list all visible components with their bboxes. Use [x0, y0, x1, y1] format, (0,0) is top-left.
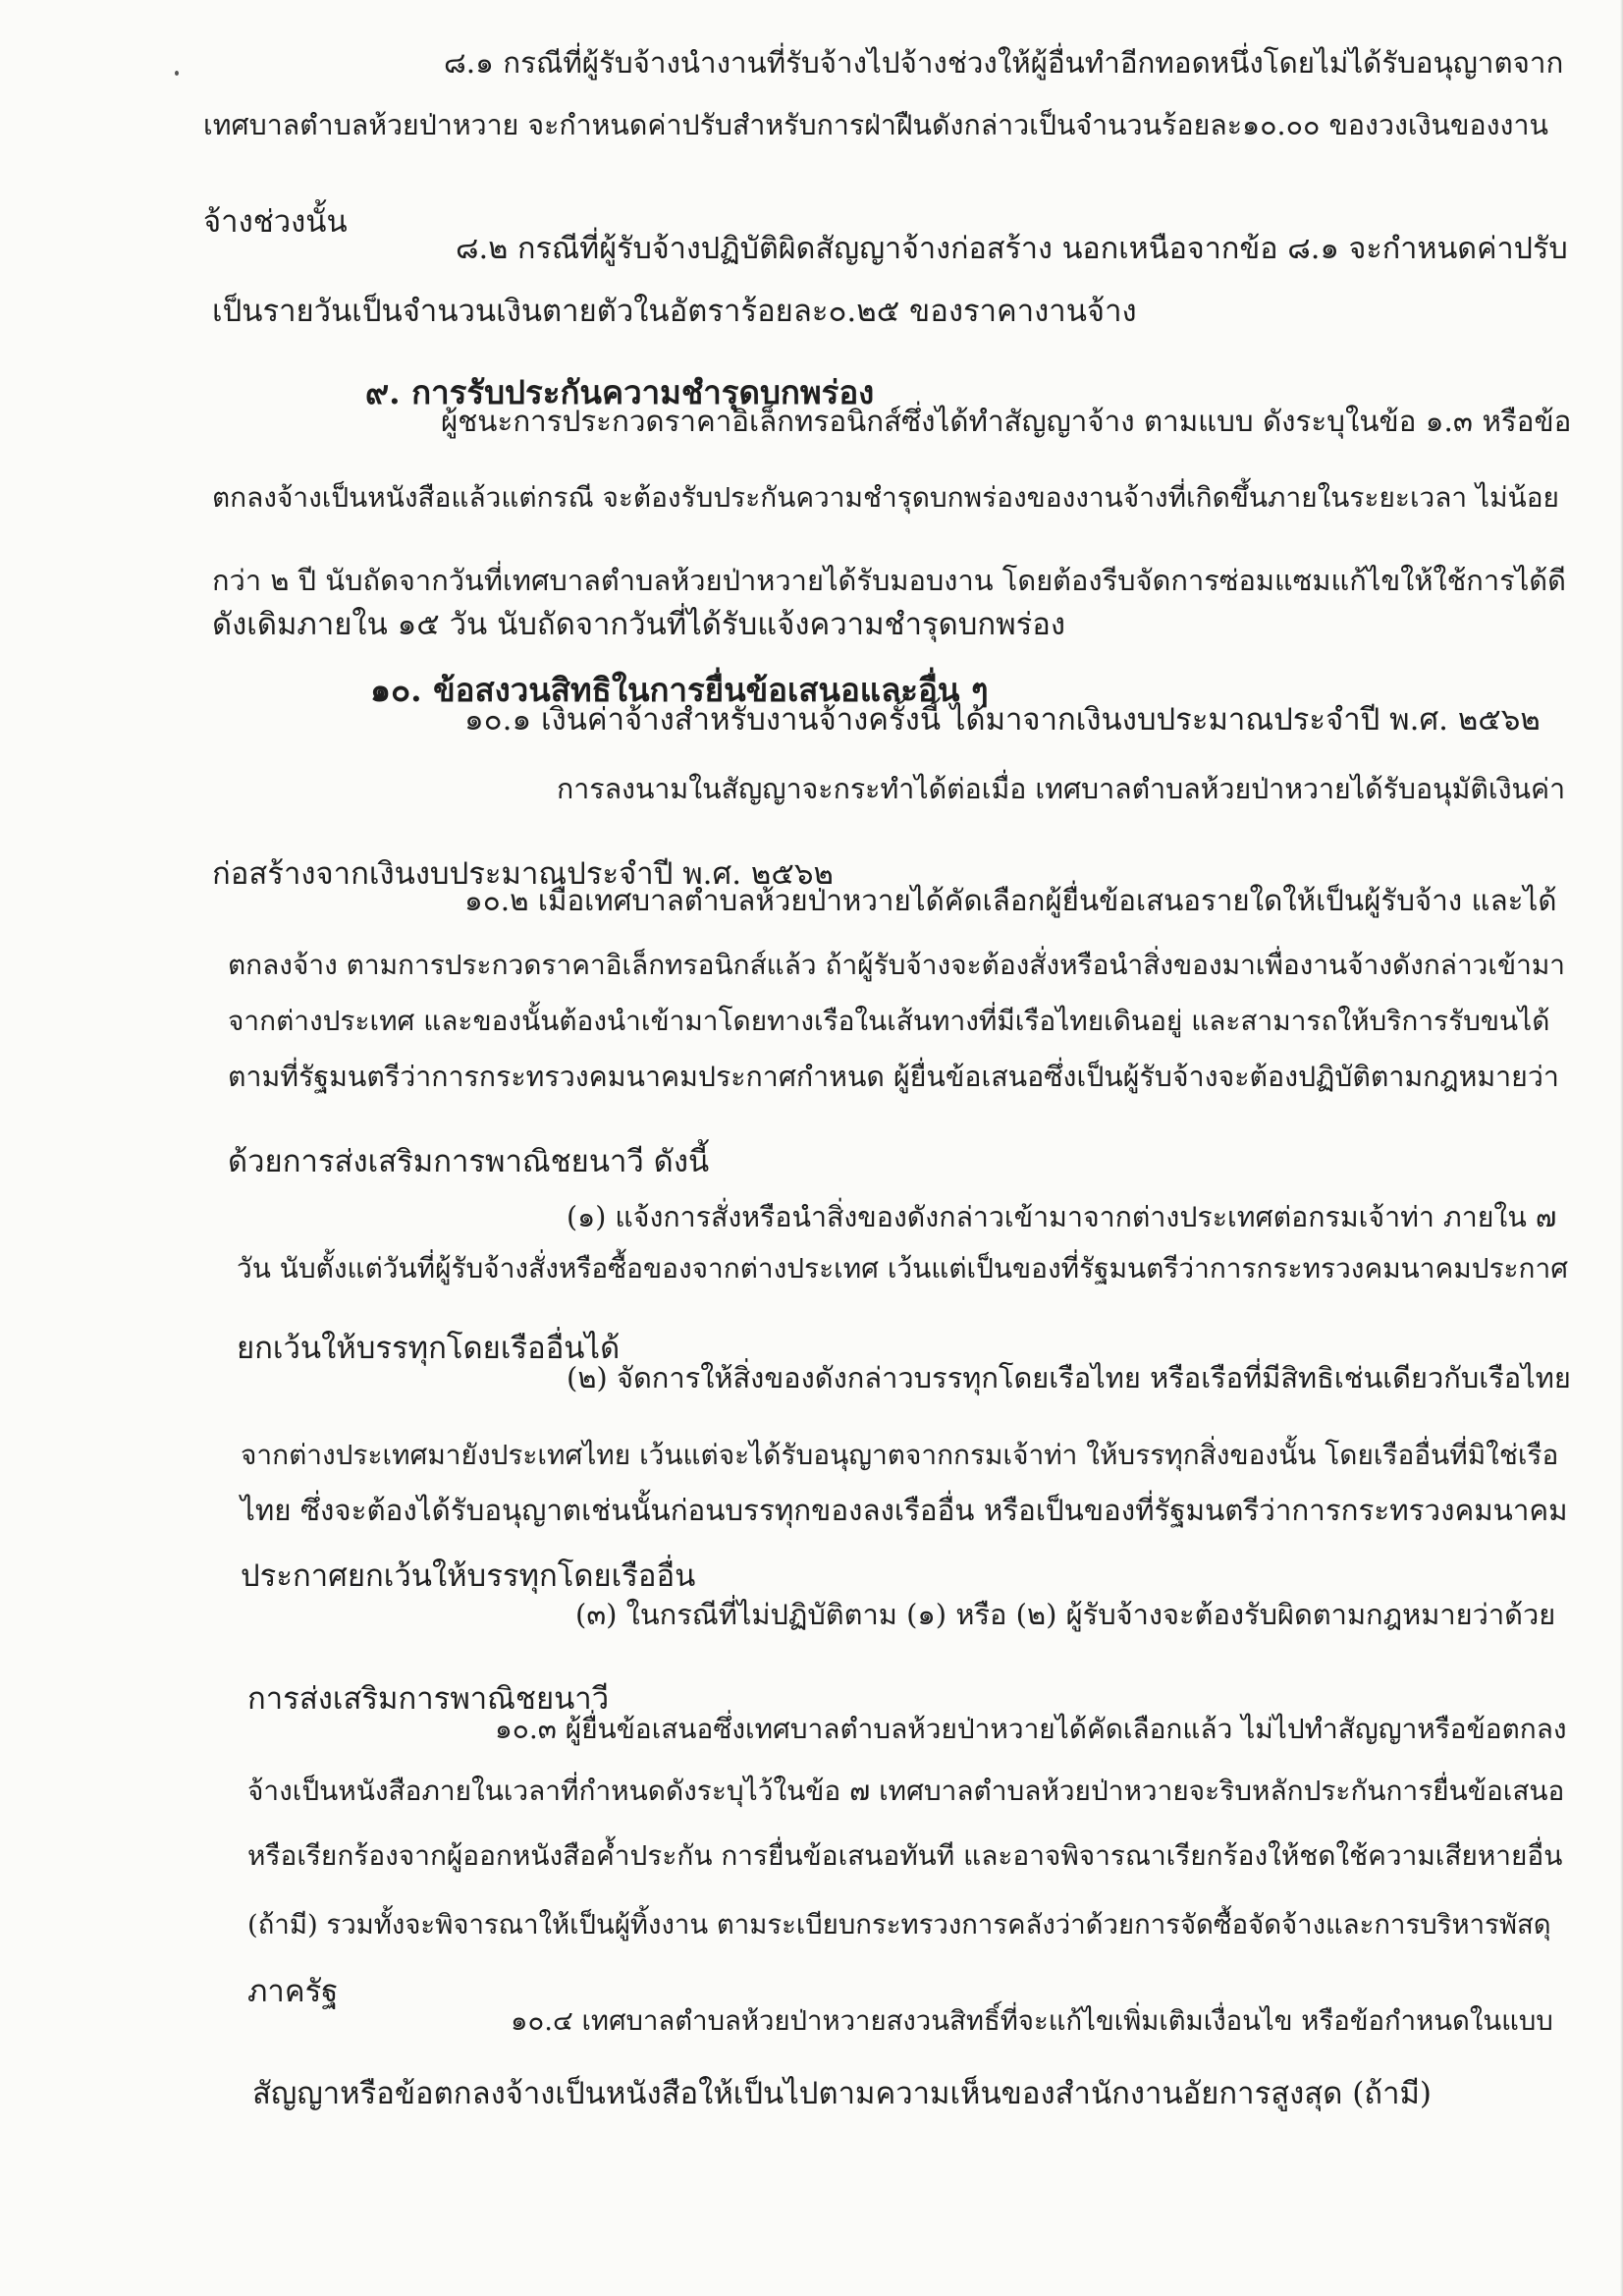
text-line: ๑๐.๑ เงินค่าจ้างสำหรับงานจ้างครั้งนี้ ได้มาจากเงินงบประมาณประจำปี พ.ศ. ๒๕๖๒	[464, 702, 1541, 738]
text-line: (๑) แจ้งการสั่งหรือนำสิ่งของดังกล่าวเข้ามาจากต่างประเทศต่อกรมเจ้าท่า ภายใน ๗	[567, 1201, 1557, 1233]
text-line: (ถ้ามี) รวมทั้งจะพิจารณาให้เป็นผู้ทิ้งงาน ตามระเบียบกระทรวงการคลังว่าด้วยการจัดซื้อจัดจ้างและการบริหารพัสดุ	[247, 1909, 1551, 1941]
text-line: หรือเรียกร้องจากผู้ออกหนังสือค้ำประกัน การยื่นข้อเสนอทันที และอาจพิจารณาเรียกร้องให้ชดใช้ความเสียหายอื่น	[247, 1839, 1563, 1872]
text-line: วัน นับตั้งแต่วันที่ผู้รับจ้างสั่งหรือซื้อของจากต่างประเทศ เว้นแต่เป็นของที่รัฐมนตรีว่าการกระทรวงคมนาคมประกาศ	[237, 1252, 1569, 1285]
text-line: ดังเดิมภายใน ๑๕ วัน นับถัดจากวันที่ได้รับแจ้งความชำรุดบกพร่อง	[212, 607, 1066, 642]
text-line: เทศบาลตำบลห้วยป่าหวาย จะกำหนดค่าปรับสำหรับการฝ่าฝืนดังกล่าวเป็นจำนวนร้อยละ๑๐.๐๐ ของวงเงินของงาน	[203, 109, 1548, 141]
text-line: (๓) ในกรณีที่ไม่ปฏิบัติตาม (๑) หรือ (๒) ผู้รับจ้างจะต้องรับผิดตามกฎหมายว่าด้วย	[575, 1598, 1556, 1631]
text-line: จ้างช่วงนั้น	[203, 204, 348, 240]
scan-speck	[175, 71, 179, 76]
text-line: เป็นรายวันเป็นจำนวนเงินตายตัวในอัตราร้อยละ๐.๒๕ ของราคางานจ้าง	[212, 294, 1137, 329]
section-heading: ๑๐. ข้อสงวนสิทธิในการยื่นข้อเสนอและอื่น ๆ	[370, 671, 989, 709]
text-line: จ้างเป็นหนังสือภายในเวลาที่กำหนดดังระบุไว้ในข้อ ๗ เทศบาลตำบลห้วยป่าหวายจะริบหลักประกันการยื่นข้อเสนอ	[247, 1775, 1565, 1807]
text-line: การลงนามในสัญญาจะกระทำได้ต่อเมื่อ เทศบาลตำบลห้วยป่าหวายได้รับอนุมัติเงินค่า	[557, 773, 1566, 805]
text-line: ด้วยการส่งเสริมการพาณิชยนาวี ดังนี้	[228, 1144, 710, 1179]
text-line: จากต่างประเทศ และของนั้นต้องนำเข้ามาโดยทางเรือในเส้นทางที่มีเรือไทยเดินอยู่ และสามารถให้บริการรับขนได้	[228, 1005, 1550, 1037]
section-heading: ๙. การรับประกันความชำรุดบกพร่อง	[365, 373, 875, 411]
text-line: ภาครัฐ	[247, 1974, 339, 2009]
text-line: ๑๐.๒ เมื่อเทศบาลตำบลห้วยป่าหวายได้คัดเลือกผู้ยื่นข้อเสนอรายใดให้เป็นผู้รับจ้าง และได้	[464, 884, 1557, 917]
text-line: สัญญาหรือข้อตกลงจ้างเป็นหนังสือให้เป็นไปตามความเห็นของสำนักงานอัยการสูงสุด (ถ้ามี)	[252, 2076, 1433, 2111]
text-line: ผู้ชนะการประกวดราคาอิเล็กทรอนิกส์ซึ่งได้ทำสัญญาจ้าง ตามแบบ ดังระบุในข้อ ๑.๓ หรือข้อ	[441, 405, 1572, 438]
text-line: ๘.๑ กรณีที่ผู้รับจ้างนำงานที่รับจ้างไปจ้างช่วงให้ผู้อื่นทำอีกทอดหนึ่งโดยไม่ได้รับอนุญาตจาก	[444, 46, 1564, 80]
text-line: ประกาศยกเว้นให้บรรทุกโดยเรืออื่น	[241, 1558, 696, 1594]
text-line: ตามที่รัฐมนตรีว่าการกระทรวงคมนาคมประกาศกำหนด ผู้ยื่นข้อเสนอซึ่งเป็นผู้รับจ้างจะต้องปฏิบัติตามกฎหมายว่า	[228, 1061, 1559, 1093]
text-line: ๘.๒ กรณีที่ผู้รับจ้างปฏิบัติผิดสัญญาจ้างก่อสร้าง นอกเหนือจากข้อ ๘.๑ จะกำหนดค่าปรับ	[456, 232, 1568, 266]
text-line: ก่อสร้างจากเงินงบประมาณประจำปี พ.ศ. ๒๕๖๒	[212, 856, 834, 892]
text-line: การส่งเสริมการพาณิชยนาวี	[247, 1681, 610, 1717]
text-line: ตกลงจ้างเป็นหนังสือแล้วแต่กรณี จะต้องรับประกันความชำรุดบกพร่องของงานจ้างที่เกิดขึ้นภายในระยะเวลา ไม่น้อย	[212, 481, 1559, 514]
text-line: ๑๐.๓ ผู้ยื่นข้อเสนอซึ่งเทศบาลตำบลห้วยป่าหวายได้คัดเลือกแล้ว ไม่ไปทำสัญญาหรือข้อตกลง	[495, 1713, 1567, 1745]
text-line: ๑๐.๔ เทศบาลตำบลห้วยป่าหวายสงวนสิทธิ์ที่จะแก้ไขเพิ่มเติมเงื่อนไข หรือข้อกำหนดในแบบ	[511, 2005, 1553, 2037]
text-line: ตกลงจ้าง ตามการประกวดราคาอิเล็กทรอนิกส์แล้ว ถ้าผู้รับจ้างจะต้องสั่งหรือนำสิ่งของมาเพื่องานจ้างดังกล่าวเข้ามา	[228, 949, 1566, 981]
text-line: กว่า ๒ ปี นับถัดจากวันที่เทศบาลตำบลห้วยป่าหวายได้รับมอบงาน โดยต้องรีบจัดการซ่อมแซมแก้ไขให้ใช้การได้ดี	[212, 564, 1566, 597]
text-line: ไทย ซึ่งจะต้องได้รับอนุญาตเช่นนั้นก่อนบรรทุกของลงเรืออื่น หรือเป็นของที่รัฐมนตรีว่าการกระทรวงคมนาคม	[241, 1494, 1568, 1527]
text-line: จากต่างประเทศมายังประเทศไทย เว้นแต่จะได้รับอนุญาตจากกรมเจ้าท่า ให้บรรทุกสิ่งของนั้น โดยเรืออื่นที่มิใช่เรือ	[241, 1439, 1559, 1471]
text-line: ยกเว้นให้บรรทุกโดยเรืออื่นได้	[237, 1331, 621, 1366]
text-line: (๒) จัดการให้สิ่งของดังกล่าวบรรทุกโดยเรือไทย หรือเรือที่มีสิทธิเช่นเดียวกับเรือไทย	[567, 1361, 1571, 1394]
